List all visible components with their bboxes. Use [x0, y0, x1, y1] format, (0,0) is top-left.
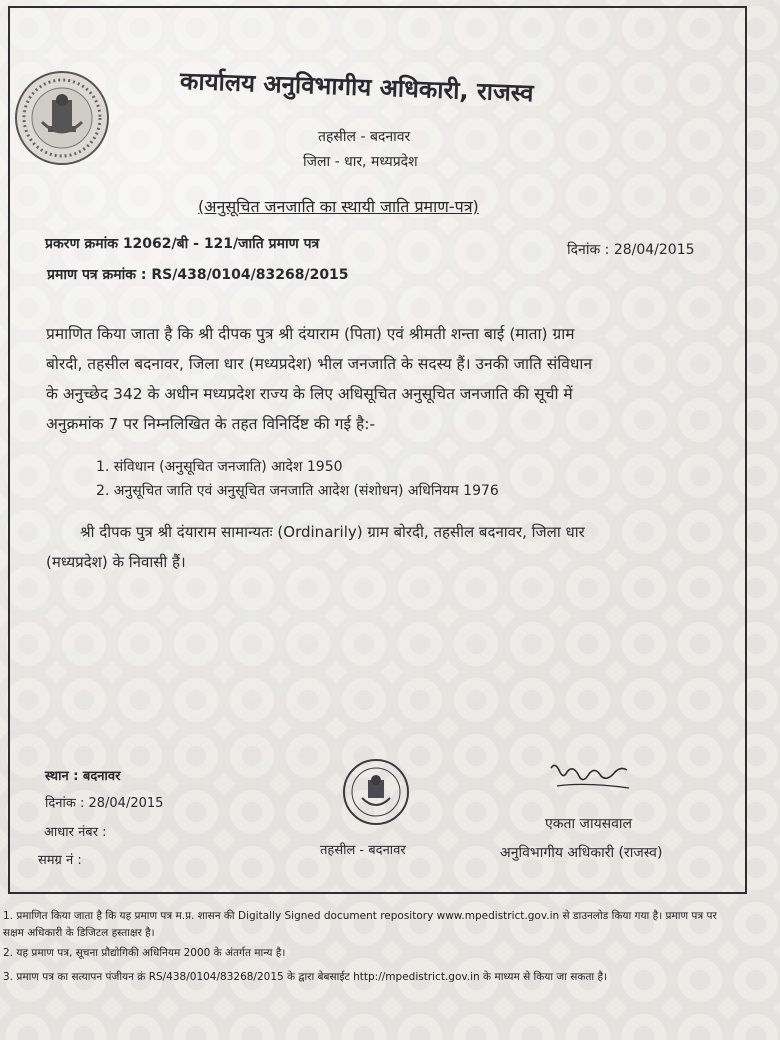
district-heading: जिला - धार, मध्यप्रदेश — [303, 154, 418, 170]
tehsil-heading: तहसील - बदनावर — [318, 129, 411, 145]
note-2: 2. यह प्रमाण पत्र, सूचना प्रौद्योगिकी अधिनियम 2000 के अंतर्गत मान्य है। — [3, 947, 286, 959]
aadhar-field: आधार नंबर : — [44, 825, 107, 840]
residence-line-1: श्री दीपक पुत्र श्री दंयाराम सामान्यतः (Ordinarily) ग्राम बोरदी, तहसील बदनावर, जिला धार — [80, 523, 585, 541]
note-3: 3. प्रमाण पत्र का सत्यापन पंजीयन क्रं RS/438/0104/83268/2015 के द्वारा बेबसाईट http://mpedistrict.gov.in के माध्यम से किया जा सकता है। — [3, 971, 608, 983]
order-list-item-1: 1. संविधान (अनुसूचित जनजाति) आदेश 1950 — [96, 459, 343, 475]
body-line-3: के अनुच्छेद 342 के अधीन मध्यप्रदेश राज्य के लिए अधिसूचित अनुसूचित जनजाति की सूची में — [46, 385, 573, 403]
seal-tehsil-label: तहसील - बदनावर — [320, 843, 406, 858]
samagra-field: समग्र नं : — [38, 853, 82, 868]
state-emblem-icon — [14, 70, 110, 166]
body-line-4: अनुक्रमांक 7 पर निम्नलिखित के तहत विनिर्दिष्ट की गई है:- — [46, 415, 376, 433]
tehsil-seal-icon — [342, 758, 410, 826]
note-1-continued: सक्षम अधिकारी के डिजिटल हस्ताक्षर है। — [3, 927, 155, 939]
order-list-item-2: 2. अनुसूचित जाति एवं अनुसूचित जनजाति आदेश (संशोधन) अधिनियम 1976 — [96, 483, 499, 499]
residence-line-2: (मध्यप्रदेश) के निवासी हैं। — [46, 553, 186, 571]
officer-signature — [545, 758, 635, 800]
certificate-number: प्रमाण पत्र क्रमांक : RS/438/0104/83268/2015 — [47, 267, 349, 283]
date-field: दिनांक : 28/04/2015 — [45, 796, 164, 811]
officer-designation: अनुविभागीय अधिकारी (राजस्व) — [500, 845, 663, 861]
body-line-1: प्रमाणित किया जाता है कि श्री दीपक पुत्र श्री दंयाराम (पिता) एवं श्रीमती शन्ता बाई (माता) ग्राम — [46, 325, 575, 343]
office-title: कार्यालय अनुविभागीय अधिकारी, राजस्व — [179, 66, 534, 108]
place-field: स्थान : बदनावर — [45, 769, 121, 784]
certificate-title: (अनुसूचित जनजाति का स्थायी जाति प्रमाण-पत्र) — [198, 197, 479, 216]
officer-name: एकता जायसवाल — [545, 816, 633, 832]
body-line-2: बोरदी, तहसील बदनावर, जिला धार (मध्यप्रदेश) भील जनजाति के सदस्य हैं। उनकी जाति संविधान — [46, 355, 593, 373]
case-number: प्रकरण क्रमांक 12062/बी - 121/जाति प्रमाण पत्र — [45, 236, 320, 252]
issue-date: दिनांक : 28/04/2015 — [567, 242, 695, 258]
note-1: 1. प्रमाणित किया जाता है कि यह प्रमाण पत्र म.प्र. शासन की Digitally Signed document repository www.mpedistrict.gov.in से डाउनलोड किया गया है। प्रमाण पत्र पर — [3, 910, 717, 922]
